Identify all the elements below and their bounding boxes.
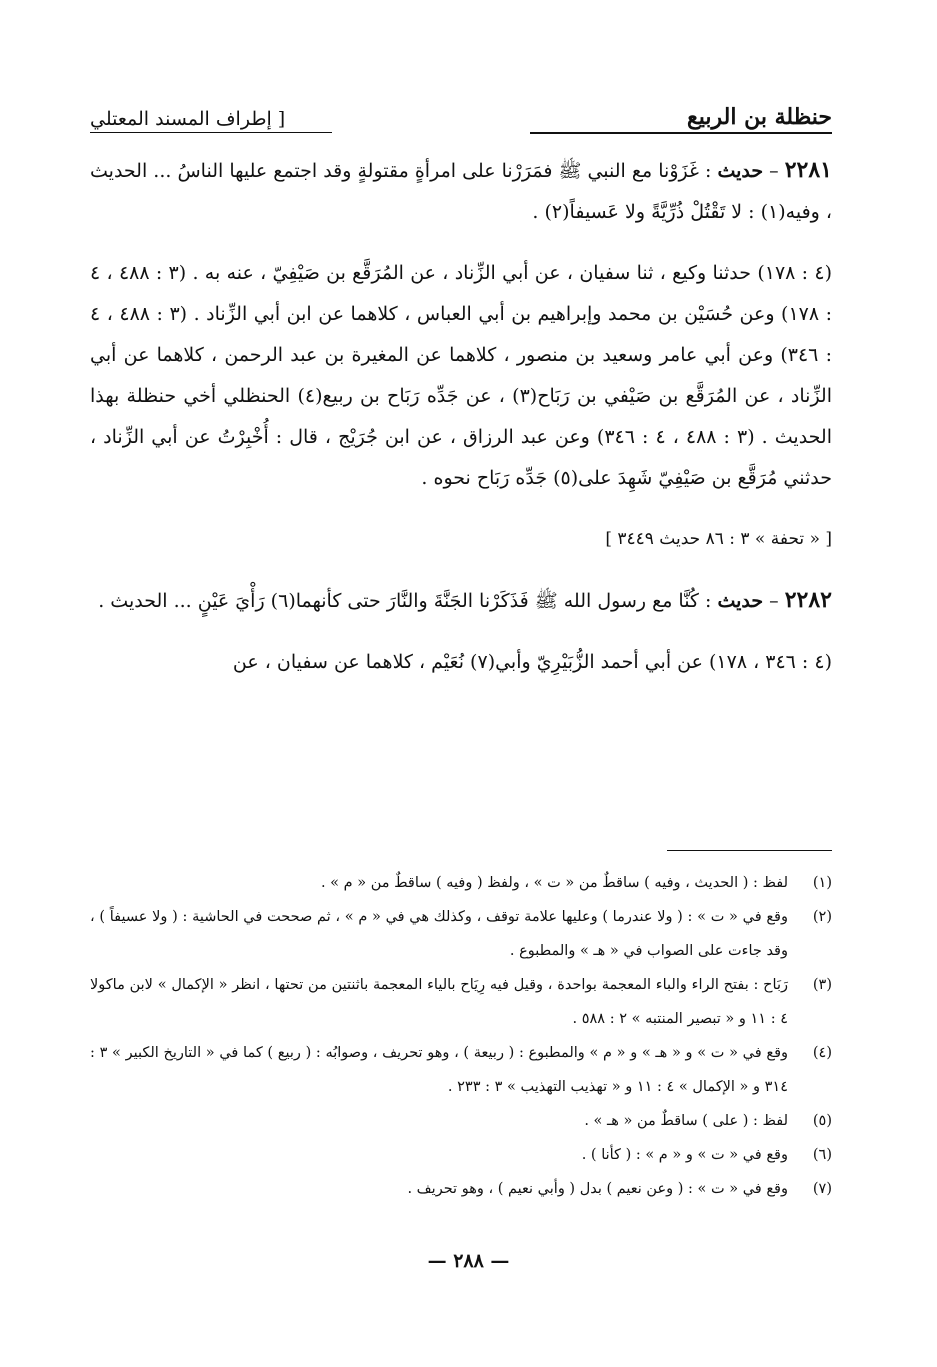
page-number: — ٢٨٨ — bbox=[427, 1250, 510, 1272]
hadith-keyword: حديث bbox=[717, 160, 764, 182]
footnote-number: (٥) bbox=[812, 1113, 832, 1129]
footnote-number: (٧) bbox=[812, 1181, 832, 1197]
footnote-separator bbox=[667, 850, 832, 851]
hadith-text: : كُنَّا مع رسول الله ﷺ فَذَكَرْنا الجَنَّةَ والنَّارَ حتى كأنهما(٦) رَأْيَ عَيْنٍ ... الحديث . bbox=[98, 590, 712, 612]
footnote-number: (٣) bbox=[812, 977, 832, 993]
footnote-text: وقع في « ت » و « م » : ( كأنا ) . bbox=[581, 1147, 788, 1163]
footnote-number: (٦) bbox=[812, 1147, 832, 1163]
footnote-text: رَبَاح : بفتح الراء والباء المعجمة بواحدة ، وقيل فيه رِيَاح بالياء المعجمة باثنتين من تحتها ، انظر « الإكمال » لابن ماكولا ٤ : ١١ و « تبصير المنتبه » ٢ : ٥٨٨ . bbox=[90, 977, 788, 1027]
footnote-text: وقع في « ت » : ( وعن نعيم ) بدل ( وأبي نعيم ) ، وهو تحريف . bbox=[407, 1181, 788, 1197]
running-header-book: [ إطراف المسند المعتلي bbox=[90, 108, 286, 130]
footnote-text: وقع في « ت » و « هـ » و « م » والمطبوع : ( ربيعة ) ، وهو تحريف ، وصوابُه : ( ربيع ) كما في « التاريخ الكبير » ٣ : ٣١٤ و « الإكمال » ٤ : ١١ و « تهذيب التهذيب » ٣ : ٢٣٣ . bbox=[90, 1045, 789, 1095]
isnad-paragraph: (٤ : ٣٤٦ ، ١٧٨) عن أبي أحمد الزُّبَيْرِيّ وأبي(٧) نُعَيْم ، كلاهما عن سفيان ، عن bbox=[232, 651, 832, 673]
footnote-text: لفظ : ( الحديث ، وفيه ) ساقطٌ من « ت » ، ولفظ ( وفيه ) ساقطٌ من « م » . bbox=[320, 875, 788, 891]
page-body bbox=[90, 96, 832, 683]
footnote bbox=[90, 968, 832, 1036]
footnote bbox=[90, 1036, 832, 1104]
footnote bbox=[90, 1172, 832, 1206]
hadith-keyword: حديث bbox=[717, 590, 764, 612]
hadith-number: ٢٢٨١ bbox=[784, 157, 832, 183]
footnote-text: وقع في « ت » : ( ولا عندرما ) وعليها علامة توقف ، وكذلك هي في « م » ، ثم صححت في الحاشية : ( ولا عسيفاً ) ، وقد جاءت على الصواب في « هـ » والمطبوع . bbox=[90, 909, 788, 959]
isnad-paragraph: (٤ : ١٧٨) حدثنا وكيع ، ثنا سفيان ، عن أبي الزِّناد ، عن المُرَقَّع بن صَيْفِيّ ، عنه به . (٣ : ٤٨٨ ، ٤ : ١٧٨) وعن حُسَيْن بن محمد وإبراهيم بن أبي العباس ، كلاهما عن ابن أبي الزِّناد . (٣ : ٤٨٨ ، ٤ : ٣٤٦) وعن أبي عامر وسعيد بن منصور ، كلاهما عن المغيرة بن عبد الرحمن ، كلاهما عن أبي الزِّناد ، عن المُرَقَّع بن صَيْفي بن رَبَاح(٣) ، عن جَدِّه رَبَاح بن ربيع(٤) الحنظلي أخي حنظلة بهذا الحديث . (٣ : ٤٨٨ ، ٤ : ٣٤٦) وعن عبد الرزاق ، عن ابن جُرَيْج ، قال : أُخْبِرْتُ عن أبي الزِّناد ، حدثني مُرَقَّع بن صَيْفِيّ شَهِدَ على(٥) جَدِّه رَبَاح نحوه . bbox=[90, 262, 833, 489]
footnote bbox=[90, 866, 832, 900]
footnote bbox=[90, 1138, 832, 1172]
running-header-title: حنظلة بن الربيع bbox=[687, 104, 832, 130]
hadith-2282: ٢٢٨٢ – حديث : كُنَّا مع رسول الله ﷺ فَذَكَرْنا الجَنَّةَ والنَّارَ حتى كأنهما(٦) رَأْيَ عَيْنٍ ... الحديث . bbox=[98, 587, 832, 613]
footnote bbox=[90, 1104, 832, 1138]
hadith-text: : غَزَوْنا مع النبي ﷺ فمَرَرْنا على امرأةٍ مقتولةٍ وقد اجتمع عليها الناسُ ... الحديث ، وفيه(١) : لا تَقْتُلْ ذُرِّيَّةً ولا عَسيفاً(٢) . bbox=[90, 160, 832, 223]
header-rule bbox=[90, 130, 832, 136]
footnote-number: (١) bbox=[812, 875, 832, 891]
footnote-number: (٤) bbox=[812, 1045, 832, 1061]
footnote bbox=[90, 900, 832, 968]
tuhfa-reference: [ « تحفة » ٣ : ٨٦ حديث ٣٤٤٩ ] bbox=[605, 529, 832, 549]
footnote-number: (٢) bbox=[812, 909, 832, 925]
running-header bbox=[90, 96, 832, 130]
footnote-text: لفظ : ( على ) ساقطٌ من « هـ » . bbox=[584, 1113, 788, 1129]
hadith-number: ٢٢٨٢ bbox=[784, 587, 832, 613]
footnotes bbox=[90, 866, 832, 1206]
hadith-2281: ٢٢٨١ – حديث : غَزَوْنا مع النبي ﷺ فمَرَرْنا على امرأةٍ مقتولةٍ وقد اجتمع عليها الناسُ ... الحديث ، وفيه(١) : لا تَقْتُلْ ذُرِّيَّةً ولا عَسيفاً(٢) . bbox=[90, 157, 832, 223]
